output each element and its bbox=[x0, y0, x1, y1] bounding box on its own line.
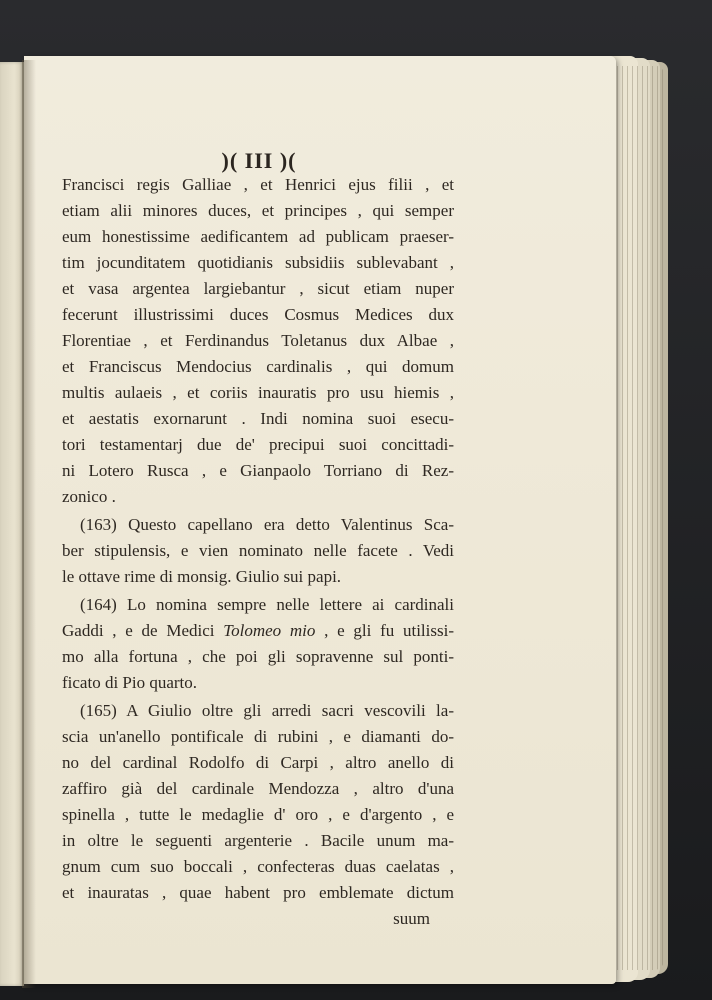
text-line: et inauratas , quae habent pro emblemate dictum bbox=[62, 883, 454, 902]
text-line: gnum cum suo boccali , confecteras duas caelatas , bbox=[62, 857, 454, 876]
footnote-163: (163) Questo capellano era detto Valentinus Sca- bbox=[80, 515, 454, 534]
text-line: et vasa argentea largiebantur , sicut etiam nuper bbox=[62, 279, 454, 298]
text-line: tori testamentarj due de' precipui suoi concittadi- bbox=[62, 435, 454, 454]
text-line: ficato di Pio quarto. bbox=[62, 673, 198, 692]
text-line: tim jocunditatem quotidianis subsidiis sublevabant , bbox=[62, 253, 454, 272]
page-number-header: )( III )( bbox=[221, 148, 297, 173]
text-segment: Gaddi , e de Medici bbox=[62, 621, 215, 640]
text-line: ber stipulensis, e vien nominato nelle facete . Vedi bbox=[62, 541, 454, 560]
gutter-shadow bbox=[22, 60, 36, 988]
text-line: zonico . bbox=[62, 487, 116, 506]
text-line: zaffiro già del cardinale Mendozza , altro d'una bbox=[62, 779, 454, 798]
text-line: multis aulaeis , et coriis inauratis pro usu hiemis , bbox=[62, 383, 454, 402]
text-line bbox=[62, 618, 454, 644]
body-text bbox=[62, 172, 454, 932]
footnote-164: (164) Lo nomina sempre nelle lettere ai cardinali bbox=[80, 595, 454, 614]
text-line: in oltre le seguenti argenterie . Bacile unum ma- bbox=[62, 831, 454, 850]
text-line: no del cardinal Rodolfo di Carpi , altro anello di bbox=[62, 753, 454, 772]
text-line: et Franciscus Mendocius cardinalis , qui domum bbox=[62, 357, 454, 376]
catchword: suum bbox=[393, 909, 430, 928]
text-line: le ottave rime di monsig. Giulio sui papi. bbox=[62, 567, 342, 586]
footnote-165: (165) A Giulio oltre gli arredi sacri vescovili la- bbox=[80, 701, 454, 720]
text-line: spinella , tutte le medaglie d' oro , e d'argento , e bbox=[62, 805, 454, 824]
text-line: Florentiae , et Ferdinandus Toletanus dux Albae , bbox=[62, 331, 454, 350]
left-page-edge bbox=[0, 62, 24, 986]
text-line: ni Lotero Rusca , e Gianpaolo Torriano di Rez- bbox=[62, 461, 454, 480]
text-line: etiam alii minores duces, et principes , qui semper bbox=[62, 201, 454, 220]
text-line: mo alla fortuna , che poi gli sopravenne sul ponti- bbox=[62, 647, 454, 666]
page-stack-lines bbox=[612, 66, 664, 970]
text-line: et aestatis exornarunt . Indi nomina suoi esecu- bbox=[62, 409, 454, 428]
text-segment: , e gli fu utilissi- bbox=[324, 621, 454, 640]
text-line: fecerunt illustrissimi duces Cosmus Medices dux bbox=[62, 305, 454, 324]
italic-name: Tolomeo mio bbox=[223, 621, 316, 640]
text-line: Francisci regis Galliae , et Henrici ejus filii , et bbox=[62, 175, 454, 194]
text-line: scia un'anello pontificale di rubini , e diamanti do- bbox=[62, 727, 454, 746]
text-line: eum honestissime aedificantem ad publicam praeser- bbox=[62, 227, 454, 246]
